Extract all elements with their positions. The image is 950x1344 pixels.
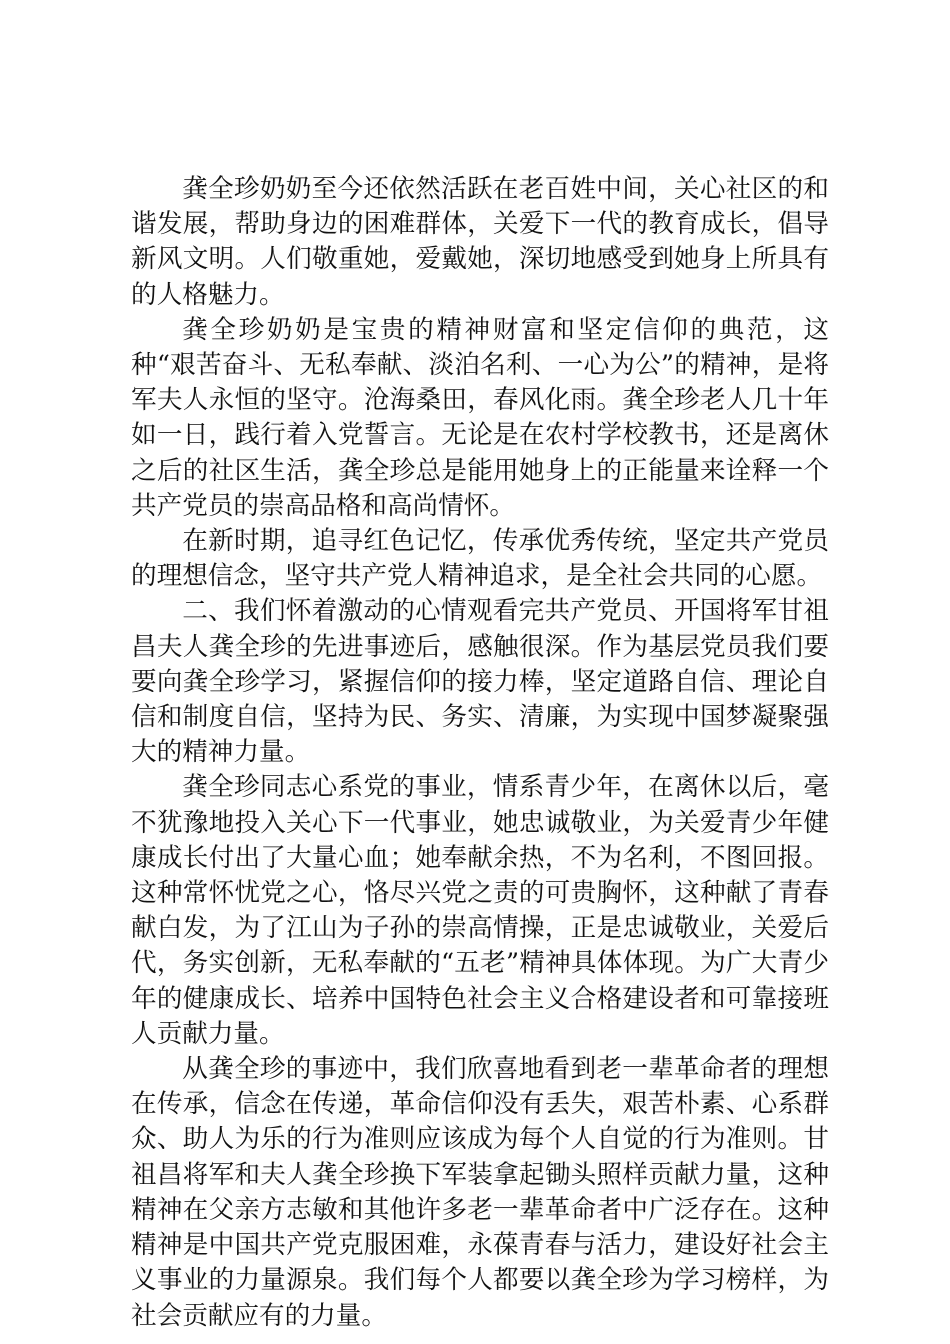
paragraph-1: 龚全珍奶奶至今还依然活跃在老百姓中间，关心社区的和谐发展，帮助身边的困难群体，关爱下一代的教育成长，倡导新风文明。人们敬重她，爱戴她，深切地感受到她身上所具有的人格魅力。: [131, 174, 829, 310]
paragraph-6: 从龚全珍的事迹中，我们欣喜地看到老一辈革命者的理想在传承，信念在传递，革命信仰没有丢失，艰苦朴素、心系群众、助人为乐的行为准则应该成为每个人自觉的行为准则。甘祖昌将军和夫人龚全珍换下军装拿起锄头照样贡献力量，这种精神在父亲方志敏和其他许多老一辈革命者中广泛存在。这种精神是中国共产党克服困难，永葆青春与活力，建设好社会主义事业的力量源泉。我们每个人都要以龚全珍为学习榜样，为社会贡献应有的力量。: [131, 1054, 829, 1331]
paragraph-4: 二、我们怀着激动的心情观看完共产党员、开国将军甘祖昌夫人龚全珍的先进事迹后，感触很深。作为基层党员我们要要向龚全珍学习，紧握信仰的接力棒，坚定道路自信、理论自信和制度自信，坚持为民、务实、清廉，为实现中国梦凝聚强大的精神力量。: [131, 596, 829, 768]
paragraph-2: 龚全珍奶奶是宝贵的精神财富和坚定信仰的典范，这种“艰苦奋斗、无私奉献、淡泊名利、一心为公”的精神，是将军夫人永恒的坚守。沧海桑田，春风化雨。龚全珍老人几十年如一日，践行着入党誓言。无论是在农村学校教书，还是离休之后的社区生活，龚全珍总是能用她身上的正能量来诠释一个共产党员的崇高品格和高尚情怀。: [131, 314, 829, 521]
paragraph-3: 在新时期，追寻红色记忆，传承优秀传统，坚定共产党员的理想信念，坚守共产党人精神追求，是全社会共同的心愿。: [131, 526, 829, 592]
document-body: [131, 172, 829, 1334]
paragraph-5: 龚全珍同志心系党的事业，情系青少年，在离休以后，毫不犹豫地投入关心下一代事业，她忠诚敬业，为关爱青少年健康成长付出了大量心血；她奉献余热，不为名利，不图回报。这种常怀忧党之心，恪尽兴党之责的可贵胸怀，这种献了青春献白发，为了江山为子孙的崇高情操，正是忠诚敬业，关爱后代，务实创新，无私奉献的“五老”精神具体体现。为广大青少年的健康成长、培养中国特色社会主义合格建设者和可靠接班人贡献力量。: [131, 772, 829, 1049]
